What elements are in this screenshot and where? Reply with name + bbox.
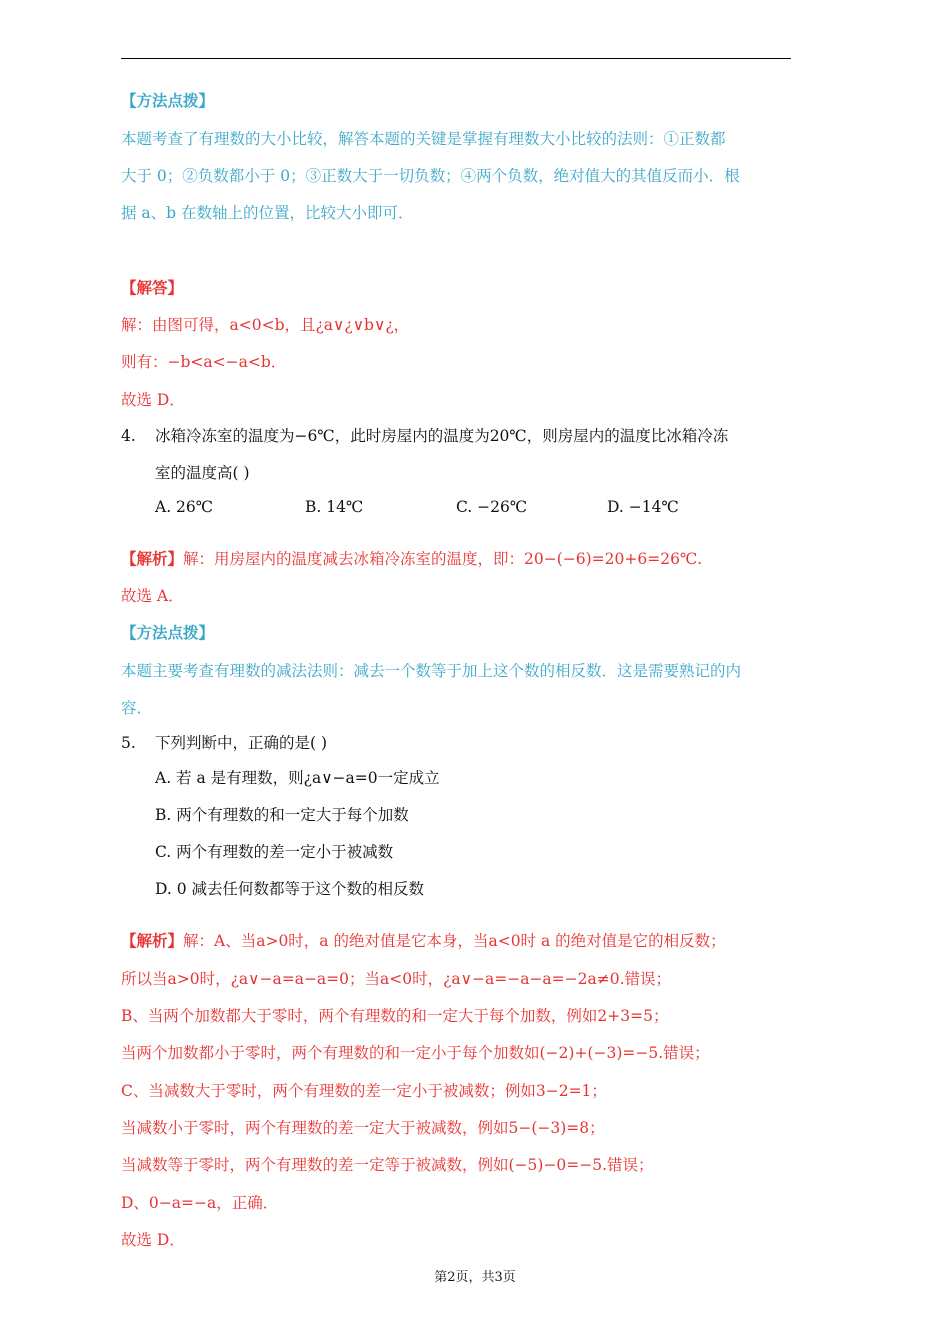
question-text: 下列判断中，正确的是( ) (155, 734, 328, 752)
header-rule (121, 58, 791, 59)
option-a: A. 26℃ (155, 498, 214, 516)
analysis-5-line: 当两个加数都小于零时，两个有理数的和一定小于每个加数如(−2)+(−3)=−5.错误； (121, 1044, 710, 1062)
option-d: D. −14℃ (607, 498, 679, 516)
method-tip-line: 大于 0；②负数都小于 0；③正数大于一切负数；④两个负数，绝对值大的其值反而小．根 (121, 167, 740, 185)
analysis-5-line: D、0−a=−a，正确． (121, 1194, 279, 1212)
analysis-4 (121, 548, 702, 570)
answer-line: 故选 D． (121, 391, 185, 409)
method-tip-line: 容． (121, 699, 153, 717)
question-number: 5. (121, 734, 136, 752)
question-text-cont: 室的温度高( ) (155, 464, 250, 482)
answer-title: 【解答】 (121, 278, 184, 297)
analysis-5-line: B、当两个加数都大于零时，两个有理数的和一定大于每个加数，例如2+3=5； (121, 1007, 669, 1025)
analysis-label: 【解析】 (121, 931, 184, 950)
analysis-label: 【解析】 (121, 549, 184, 568)
method-tip-line: 据 a、b 在数轴上的位置，比较大小即可． (121, 204, 414, 222)
analysis-5-line: 当减数小于零时，两个有理数的差一定大于被减数，例如5−(−3)=8； (121, 1119, 605, 1137)
answer-line: 则有：−b<a<−a<b． (121, 353, 287, 371)
option-b: B. 14℃ (305, 498, 364, 516)
analysis-5-line: 当减数等于零时，两个有理数的差一定等于被减数，例如(−5)−0=−5.错误； (121, 1156, 654, 1174)
question-5-stem (121, 732, 327, 754)
method-tip-line: 本题考查了有理数的大小比较，解答本题的关键是掌握有理数大小比较的法则：①正数都 (121, 130, 726, 148)
method-tip-title-2: 【方法点拨】 (121, 623, 215, 642)
choice-5: 故选 D． (121, 1231, 185, 1249)
analysis-text: 解：A、当a>0时，a 的绝对值是它本身，当a<0时 a 的绝对值是它的相反数； (183, 932, 726, 950)
option-b: B. 两个有理数的和一定大于每个加数 (155, 806, 409, 824)
analysis-text: 解：用房屋内的温度减去冰箱冷冻室的温度，即：20−(−6)=20+6=26℃. (183, 550, 703, 568)
analysis-5-line: C、当减数大于零时，两个有理数的差一定小于被减数；例如3−2=1； (121, 1082, 607, 1100)
answer-line: 解：由图可得，a<0<b，且¿a∨¿∨b∨¿， (121, 316, 410, 334)
question-4-stem (121, 425, 728, 447)
choice-4: 故选 A． (121, 587, 184, 605)
page-footer: 第2页，共3页 (434, 1270, 516, 1285)
question-text: 冰箱冷冻室的温度为−6℃，此时房屋内的温度为20℃，则房屋内的温度比冰箱冷冻 (155, 427, 729, 445)
analysis-5-line: 所以当a>0时，¿a∨−a=a−a=0；当a<0时，¿a∨−a=−a−a=−2a≠0.错误； (121, 970, 672, 988)
option-a: A. 若 a 是有理数，则¿a∨−a=0一定成立 (155, 769, 440, 787)
method-tip-title-1: 【方法点拨】 (121, 91, 215, 110)
option-d: D. 0 减去任何数都等于这个数的相反数 (155, 880, 425, 898)
option-c: C. 两个有理数的差一定小于被减数 (155, 843, 394, 861)
analysis-5-line (121, 930, 726, 952)
method-tip-line: 本题主要考查有理数的减法法则：减去一个数等于加上这个数的相反数．这是需要熟记的内 (121, 662, 742, 680)
question-number: 4. (121, 427, 136, 445)
option-c: C. −26℃ (456, 498, 528, 516)
